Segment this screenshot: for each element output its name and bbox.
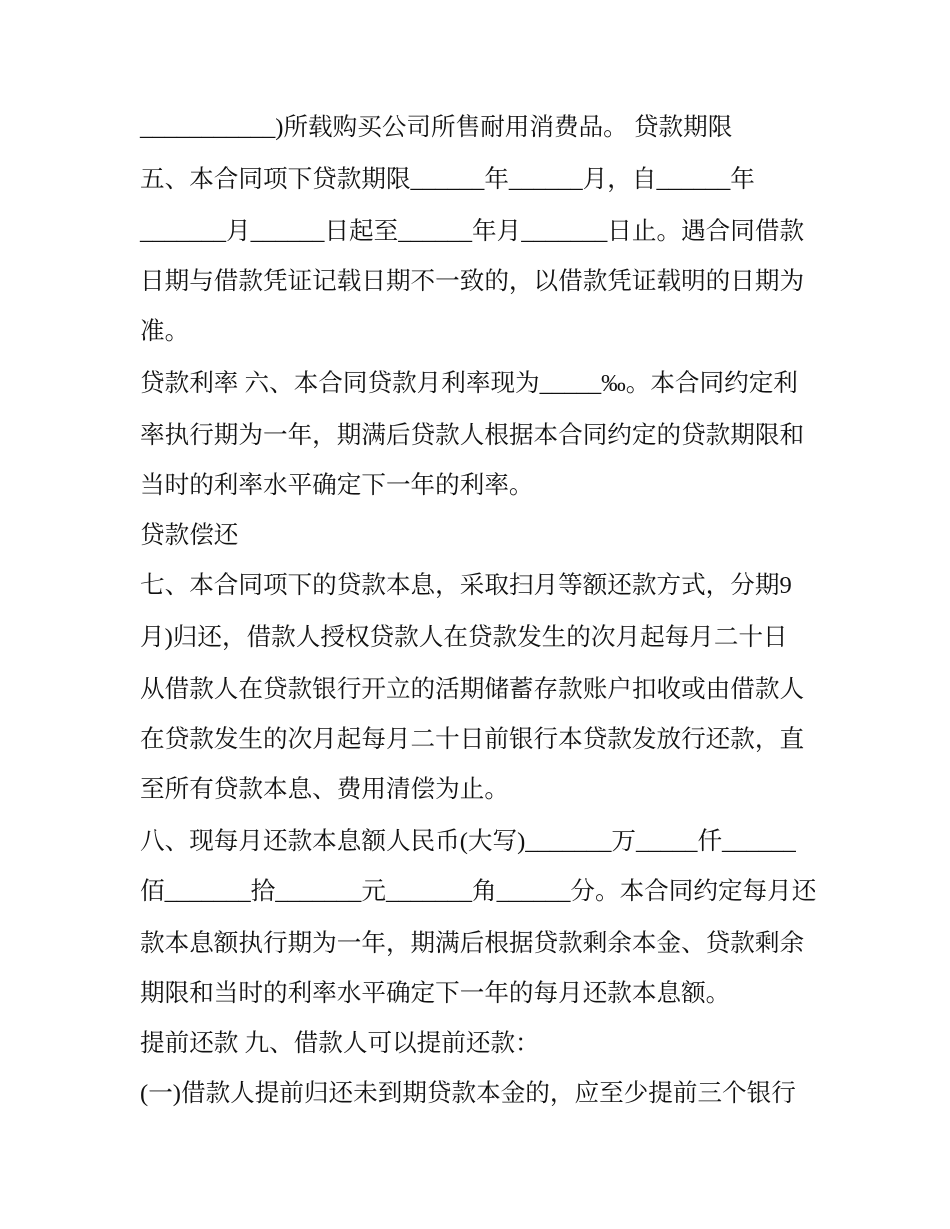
text-line: 日期与借款凭证记载日期不一致的，以借款凭证载明的日期为	[140, 268, 805, 295]
section-heading: 贷款偿还	[140, 522, 239, 549]
text-line: 至所有贷款本息、费用清偿为止。	[140, 776, 509, 803]
text-line: _______月______日起至______年月_______日止。遇合同借款	[140, 218, 805, 245]
text-line: ___________)所载购买公司所售耐用消费品。 贷款期限	[140, 114, 733, 141]
text-line: 五、本合同项下贷款期限______年______月，自______年	[140, 166, 755, 193]
text-line: 八、现每月还款本息额人民币(大写)_______万_____仟______	[140, 828, 796, 855]
text-line: 在贷款发生的次月起每月二十日前银行本贷款发放行还款，直	[140, 726, 805, 753]
text-line: 月)归还，借款人授权贷款人在贷款发生的次月起每月二十日	[140, 624, 788, 651]
text-line: 准。	[140, 318, 190, 345]
text-line: 贷款利率 六、本合同贷款月利率现为_____‰。本合同约定利	[140, 370, 798, 397]
text-line: 提前还款 九、借款人可以提前还款：	[140, 1030, 540, 1057]
text-line: (一)借款人提前归还未到期贷款本金的，应至少提前三个银行	[140, 1080, 796, 1107]
text-line: 率执行期为一年，期满后贷款人根据本合同约定的贷款期限和	[140, 422, 805, 449]
text-line: 款本息额执行期为一年，期满后根据贷款剩余本金、贷款剩余	[140, 930, 805, 957]
text-line: 期限和当时的利率水平确定下一年的每月还款本息额。	[140, 980, 731, 1007]
text-line: 从借款人在贷款银行开立的活期储蓄存款账户扣收或由借款人	[140, 676, 805, 703]
text-line: 佰_______拾_______元_______角______分。本合同约定每月还	[140, 878, 817, 905]
text-line: 当时的利率水平确定下一年的利率。	[140, 472, 534, 499]
text-line: 七、本合同项下的贷款本息，采取扫月等额还款方式，分期9	[140, 572, 792, 599]
